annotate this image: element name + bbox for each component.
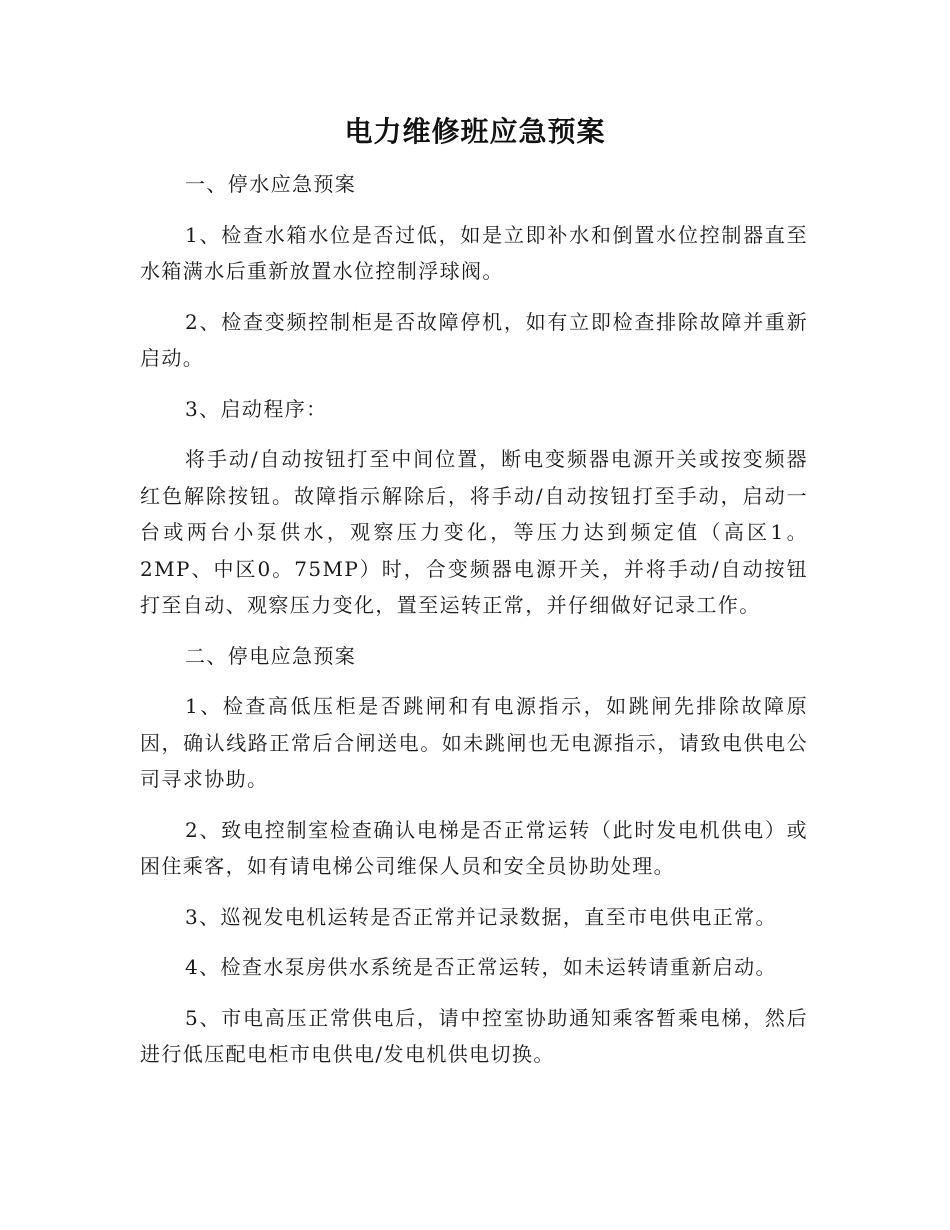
paragraph: 2、致电控制室检查确认电梯是否正常运转（此时发电机供电）或困住乘客，如有请电梯公司维保人员和安全员协助处理。 xyxy=(140,817,808,878)
paragraph: 5、市电高压正常供电后，请中控室协助通知乘客暂乘电梯，然后进行低压配电柜市电供电/发电机供电切换。 xyxy=(140,1005,808,1066)
paragraph: 将手动/自动按钮打至中间位置，断电变频器电源开关或按变频器红色解除按钮。故障指示解除后，将手动/自动按钮打至手动，启动一台或两台小泵供水，观察压力变化，等压力达到频定值（高区1。2MP、中区0。75MP）时，合变频器电源开关，并将手动/自动按钮打至自动、观察压力变化，置至运转正常，并仔细做好记录工作。 xyxy=(140,447,808,617)
subheading-startup-procedure: 3、启动程序： xyxy=(185,396,328,421)
section-heading-water-outage: 一、停水应急预案 xyxy=(185,172,357,196)
document-title: 电力维修班应急预案 xyxy=(344,115,606,148)
paragraph: 2、检查变频控制柜是否故障停机，如有立即检查排除故障并重新启动。 xyxy=(140,309,808,370)
section-heading-power-outage: 二、停电应急预案 xyxy=(185,643,357,668)
paragraph: 3、巡视发电机运转是否正常并记录数据，直至市电供电正常。 xyxy=(185,904,777,929)
paragraph: 4、检查水泵房供水系统是否正常运转，如未运转请重新启动。 xyxy=(185,955,777,979)
document-body xyxy=(140,166,808,1087)
paragraph: 1、检查高低压柜是否跳闸和有电源指示，如跳闸先排除故障原因，确认线路正常后合闸送电。如未跳闸也无电源指示，请致电供电公司寻求协助。 xyxy=(140,694,808,791)
paragraph: 1、检查水箱水位是否过低，如是立即补水和倒置水位控制器直至水箱满水后重新放置水位控制浮球阀。 xyxy=(140,222,808,283)
